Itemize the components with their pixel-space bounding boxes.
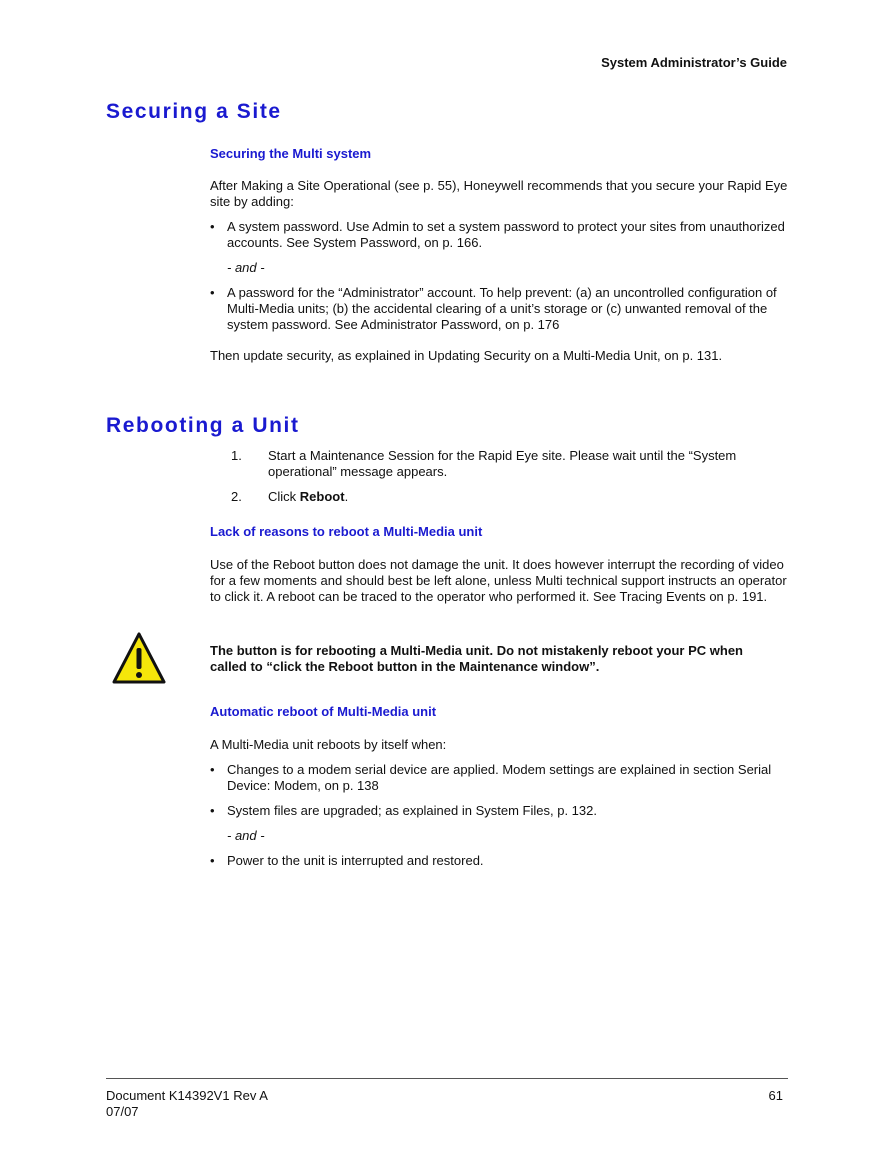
reboot-explanation-paragraph: Use of the Reboot button does not damage the unit. It does however interrupt the recording of video for a few moments and should best be left alone, unless Multi technical support instructs an operator to click it. A reboot can be traced to the operator who performed it. See Tracing Events on p. 191. xyxy=(210,557,787,604)
list-item xyxy=(210,285,788,333)
page-number: 61 xyxy=(768,1088,783,1103)
step-number: 2. xyxy=(231,489,242,504)
list-item-text: A password for the “Administrator” account. To help prevent: (a) an uncontrolled configuration of Multi-Media units; (b) the accidental clearing of a unit’s storage or (c) unwanted removal of the system password. See Administrator Password, on p. 176 xyxy=(227,285,777,332)
bullet-icon: • xyxy=(210,803,215,818)
automatic-reboot-intro: A Multi-Media unit reboots by itself when: xyxy=(210,737,447,752)
running-header: System Administrator’s Guide xyxy=(601,55,787,70)
list-item xyxy=(210,803,788,819)
footer-date: 07/07 xyxy=(106,1104,139,1119)
and-separator: - and - xyxy=(227,828,265,843)
step-text: Start a Maintenance Session for the Rapid Eye site. Please wait until the “System operational” message appears. xyxy=(268,448,737,479)
step-number: 1. xyxy=(231,448,242,463)
warning-text: The button is for rebooting a Multi-Media unit. Do not mistakenly reboot your PC when called to “click the Reboot button in the Maintenance window”. xyxy=(210,643,743,674)
bullet-icon: • xyxy=(210,853,215,868)
numbered-step xyxy=(231,448,771,480)
subheading-lack-of-reasons: Lack of reasons to reboot a Multi-Media unit xyxy=(210,524,483,539)
footer-document-id: Document K14392V1 Rev A xyxy=(106,1088,268,1103)
step-text xyxy=(268,489,771,505)
and-separator: - and - xyxy=(227,260,265,275)
list-item-text: Changes to a modem serial device are applied. Modem settings are explained in section Serial Device: Modem, on p. 138 xyxy=(227,762,772,793)
list-item xyxy=(210,853,788,869)
list-item xyxy=(210,219,788,251)
reboot-keyword: Reboot xyxy=(299,489,345,504)
intro-paragraph: After Making a Site Operational (see p. 55), Honeywell recommends that you secure your Rapid Eye site by adding: xyxy=(210,178,788,209)
section-heading-securing-site: Securing a Site xyxy=(106,100,282,123)
step-text-post: . xyxy=(344,489,349,504)
list-item-text: A system password. Use Admin to set a system password to protect your sites from unauthorized accounts. See System Password, on p. 166. xyxy=(227,219,785,250)
section-heading-rebooting-unit: Rebooting a Unit xyxy=(106,414,300,437)
numbered-step xyxy=(231,489,771,505)
step-text-pre: Click xyxy=(268,489,300,504)
bullet-icon: • xyxy=(210,762,215,777)
list-item-text: Power to the unit is interrupted and restored. xyxy=(227,853,484,868)
closing-paragraph: Then update security, as explained in Updating Security on a Multi-Media Unit, on p. 131. xyxy=(210,348,723,363)
list-item-text: System files are upgraded; as explained in System Files, p. 132. xyxy=(227,803,597,818)
bullet-icon: • xyxy=(210,219,215,234)
subheading-automatic-reboot: Automatic reboot of Multi-Media unit xyxy=(210,704,437,719)
bullet-icon: • xyxy=(210,285,215,300)
list-item xyxy=(210,762,788,794)
subheading-securing-multi: Securing the Multi system xyxy=(210,146,372,161)
warning-triangle-icon xyxy=(112,631,166,685)
footer-divider xyxy=(106,1078,788,1079)
